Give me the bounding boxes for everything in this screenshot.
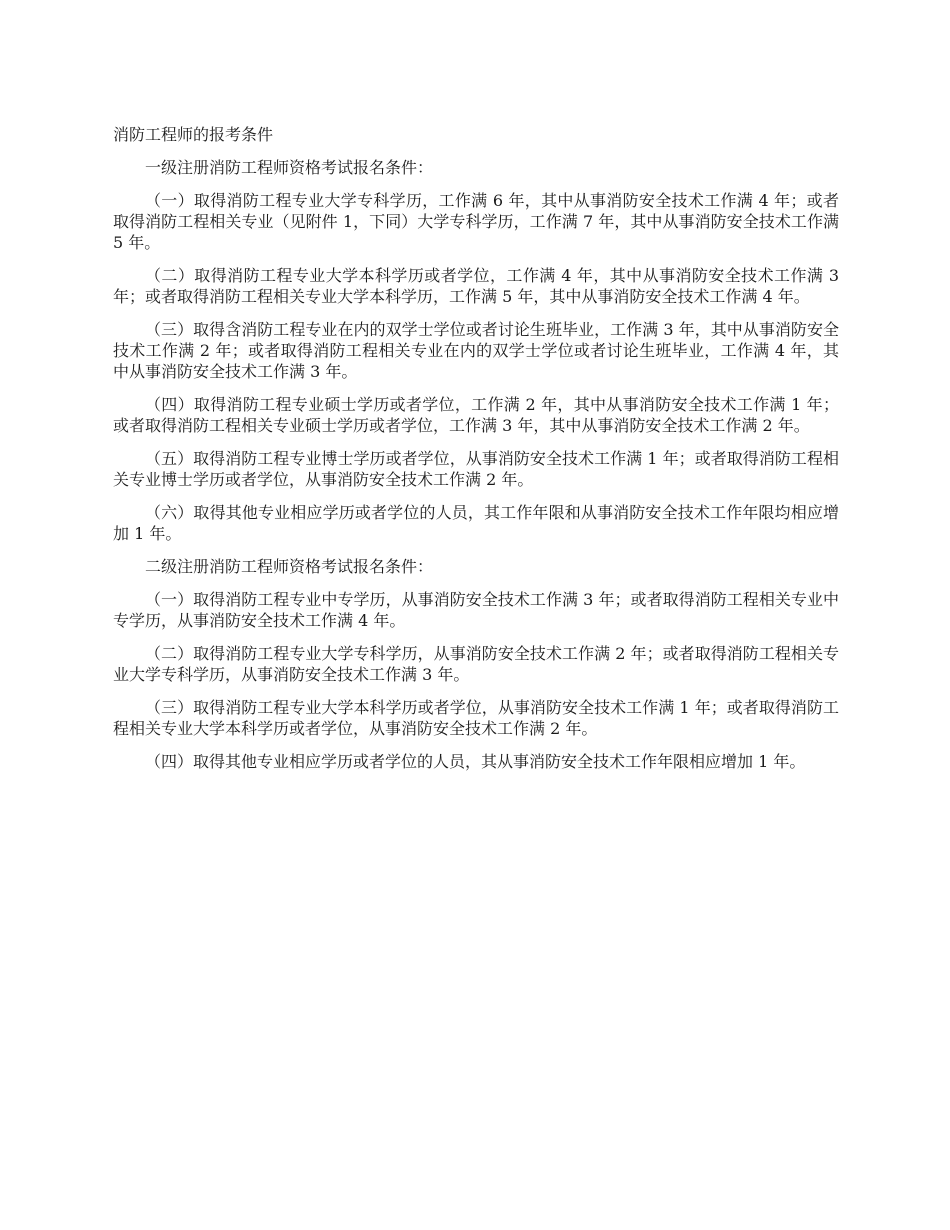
level1-item-4: （四）取得消防工程专业硕士学历或者学位，工作满 2 年，其中从事消防安全技术工作满 1 年；或者取得消防工程相关专业硕士学历或者学位，工作满 3 年，其中从事消防安全技术工作满 2 年。 xyxy=(113,395,839,435)
document-page xyxy=(113,124,839,784)
document-title: 消防工程师的报考条件 xyxy=(113,125,274,144)
level1-item-1: （一）取得消防工程专业大学专科学历，工作满 6 年，其中从事消防安全技术工作满 4 年；或者取得消防工程相关专业（见附件 1，下同）大学专科学历，工作满 7 年，其中从事消防安全技术工作满 5 年。 xyxy=(113,191,839,252)
level1-heading: 一级注册消防工程师资格考试报名条件： xyxy=(145,158,434,177)
level1-item-3: （三）取得含消防工程专业在内的双学士学位或者讨论生班毕业，工作满 3 年，其中从事消防安全技术工作满 2 年；或者取得消防工程相关专业在内的双学士学位或者讨论生班毕业，工作满 4 年，其中从事消防安全技术工作满 3 年。 xyxy=(113,320,839,381)
level2-item-1: （一）取得消防工程专业中专学历，从事消防安全技术工作满 3 年；或者取得消防工程相关专业中专学历，从事消防安全技术工作满 4 年。 xyxy=(113,590,839,630)
level2-heading: 二级注册消防工程师资格考试报名条件： xyxy=(145,557,434,576)
level1-item-2: （二）取得消防工程专业大学本科学历或者学位，工作满 4 年，其中从事消防安全技术工作满 3 年；或者取得消防工程相关专业大学本科学历，工作满 5 年，其中从事消防安全技术工作满 4 年。 xyxy=(113,266,839,306)
level2-item-2: （二）取得消防工程专业大学专科学历，从事消防安全技术工作满 2 年；或者取得消防工程相关专业大学专科学历，从事消防安全技术工作满 3 年。 xyxy=(113,644,839,684)
level1-item-5: （五）取得消防工程专业博士学历或者学位，从事消防安全技术工作满 1 年；或者取得消防工程相关专业博士学历或者学位，从事消防安全技术工作满 2 年。 xyxy=(113,449,839,489)
level2-item-4: （四）取得其他专业相应学历或者学位的人员，其从事消防安全技术工作年限相应增加 1 年。 xyxy=(145,752,806,771)
level1-item-6: （六）取得其他专业相应学历或者学位的人员，其工作年限和从事消防安全技术工作年限均相应增加 1 年。 xyxy=(113,503,839,543)
level2-item-3: （三）取得消防工程专业大学本科学历或者学位，从事消防安全技术工作满 1 年；或者取得消防工程相关专业大学本科学历或者学位，从事消防安全技术工作满 2 年。 xyxy=(113,698,839,738)
